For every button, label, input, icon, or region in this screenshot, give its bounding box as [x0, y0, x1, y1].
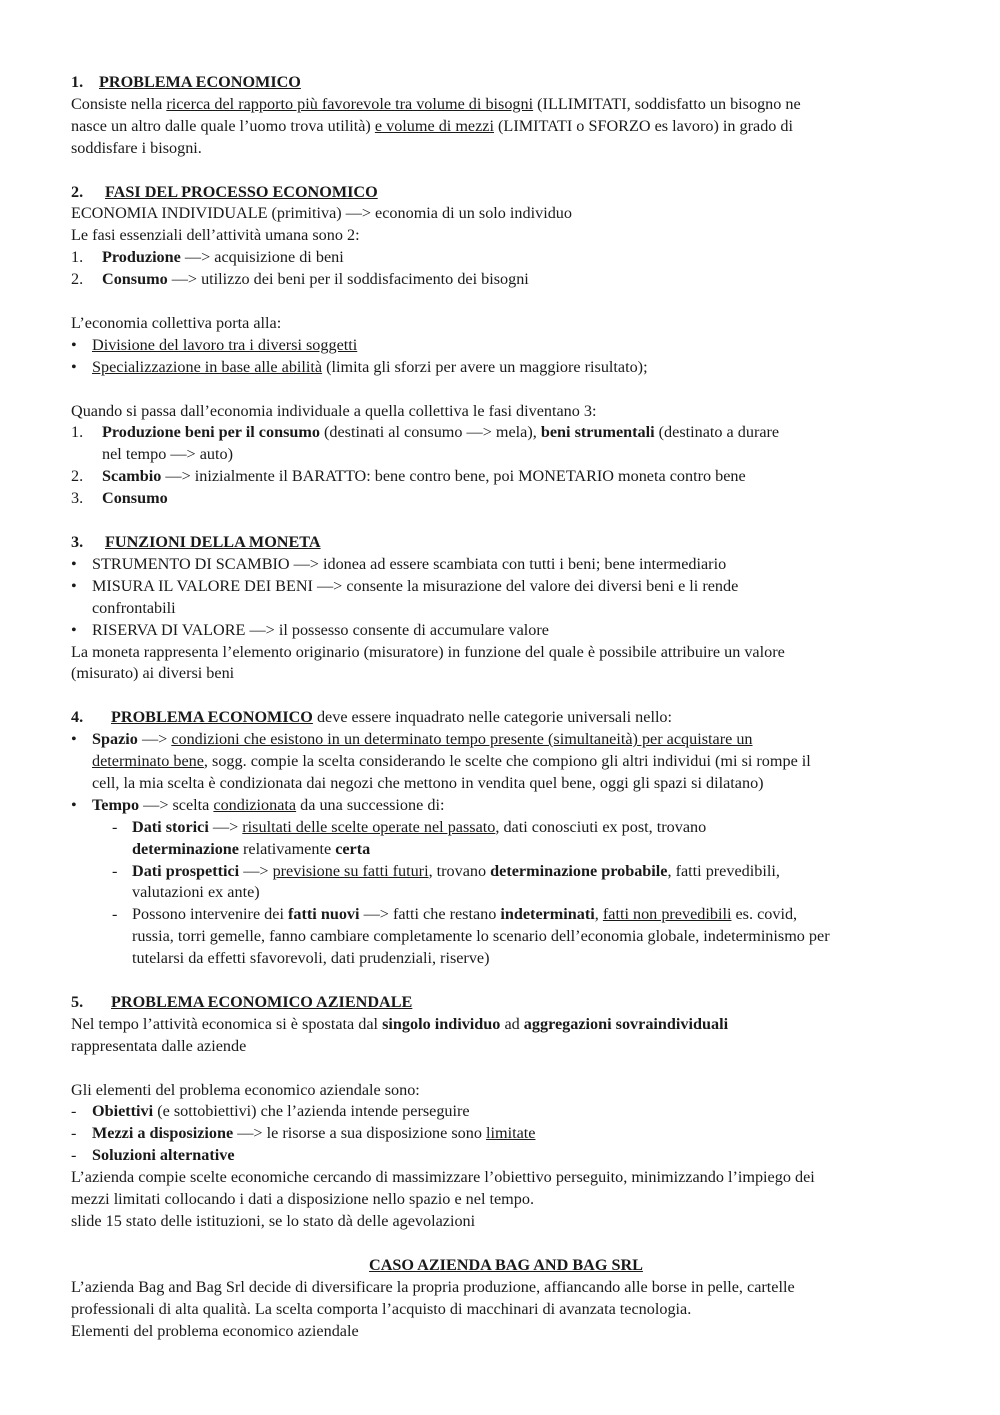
section-title: PROBLEMA ECONOMICO	[99, 73, 301, 91]
section-title: FUNZIONI DELLA MONETA	[105, 532, 321, 551]
paragraph-line: L’azienda Bag and Bag Srl decide di diversificare la propria produzione, affiancando alle borse in pelle, cartelle	[71, 1277, 795, 1296]
bullet-item: • Divisione del lavoro tra i diversi soggetti	[71, 335, 941, 357]
section-number: 1.	[71, 73, 84, 91]
paragraph-line: slide 15 stato delle istituzioni, se lo stato dà delle agevolazioni	[71, 1212, 476, 1231]
section-4-heading: 4. PROBLEMA ECONOMICO deve essere inquadrato nelle categorie universali nello:	[71, 707, 941, 729]
section-number: 4.	[71, 708, 84, 727]
bullet-icon: •	[71, 576, 77, 595]
section-title: PROBLEMA ECONOMICO AZIENDALE	[111, 992, 413, 1011]
bullet-item-continuation: confrontabili	[92, 598, 176, 617]
list-item: 2. Consumo —> utilizzo dei beni per il soddisfacimento dei bisogni	[71, 270, 529, 289]
paragraph-line: Gli elementi del problema economico aziendale sono:	[71, 1080, 420, 1099]
paragraph-line: L’azienda compie scelte economiche cercando di massimizzare l’obiettivo perseguito, minimizzando l’impiego dei	[71, 1168, 815, 1187]
bullet-icon: •	[71, 795, 77, 814]
section-3-heading	[71, 532, 941, 554]
section-number: 2.	[71, 182, 84, 201]
case-title: CASO AZIENDA BAG AND BAG SRL	[369, 1255, 643, 1274]
section-number: 3.	[71, 532, 84, 551]
paragraph-line: professionali di alta qualità. La scelta comporta l’acquisto di macchinari di avanzata tecnologia.	[71, 1299, 692, 1318]
dash-item-continuation: determinazione relativamente certa	[132, 839, 371, 858]
paragraph-line: Nel tempo l’attività economica si è spostata dal singolo individuo ad aggregazioni sovraindividuali	[71, 1014, 729, 1033]
section-1-heading	[71, 72, 941, 94]
list-item: 1. Produzione —> acquisizione di beni	[71, 248, 344, 267]
list-item: 1. Produzione beni per il consumo (destinati al consumo —> mela), beni strumentali (destinato a durare	[71, 423, 780, 442]
dash-item: - Mezzi a disposizione —> le risorse a sua disposizione sono limitate	[71, 1123, 941, 1145]
bullet-item: • Tempo —> scelta condizionata da una successione di:	[71, 795, 941, 817]
paragraph-line: nasce un altro dalle quale l’uomo trova utilità) e volume di mezzi (LIMITATI o SFORZO es lavoro) in grado di	[71, 116, 794, 135]
dash-icon: -	[112, 817, 118, 836]
section-title: FASI DEL PROCESSO ECONOMICO	[105, 182, 378, 201]
dash-item: - Dati prospettici —> previsione su fatti futuri, trovano determinazione probabile, fatti prevedibili,	[71, 861, 941, 883]
paragraph-line: ECONOMIA INDIVIDUALE (primitiva) —> economia di un solo individuo	[71, 204, 572, 223]
paragraph-line: Le fasi essenziali dell’attività umana sono 2:	[71, 226, 360, 245]
bullet-item-continuation: cell, la mia scelta è condizionata dai negozi che mettono in vendita quel bene, oggi gli spazi si dilatano)	[92, 773, 764, 792]
bullet-item: • RISERVA DI VALORE —> il possesso consente di accumulare valore	[71, 620, 941, 642]
bullet-item: • Spazio —> condizioni che esistono in un determinato tempo presente (simultaneità) per acquistare un	[71, 729, 941, 751]
paragraph-line: (misurato) ai diversi beni	[71, 664, 235, 683]
dash-item-continuation: russia, torri gemelle, fanno cambiare completamente lo scenario dell’economia globale, indeterminismo per	[132, 927, 830, 946]
paragraph-line: L’economia collettiva porta alla:	[71, 313, 282, 332]
dash-item: - Dati storici —> risultati delle scelte operate nel passato, dati conosciuti ex post, trovano	[71, 817, 941, 839]
bullet-icon: •	[71, 357, 77, 376]
bullet-icon: •	[71, 620, 77, 639]
paragraph-line: mezzi limitati collocando i dati a disposizione nello spazio e nel tempo.	[71, 1190, 535, 1209]
list-item: 2. Scambio —> inizialmente il BARATTO: bene contro bene, poi MONETARIO moneta contro bene	[71, 467, 746, 486]
bullet-item: • Specializzazione in base alle abilità (limita gli sforzi per avere un maggiore risultato);	[71, 357, 941, 379]
dash-icon: -	[112, 905, 118, 924]
dash-icon: -	[71, 1102, 77, 1121]
dash-item: - Possono intervenire dei fatti nuovi —> fatti che restano indeterminati, fatti non prevedibili es. covid,	[71, 904, 941, 926]
dash-item: - Obiettivi (e sottobiettivi) che l’azienda intende perseguire	[71, 1101, 941, 1123]
dash-item-continuation: valutazioni ex ante)	[132, 883, 260, 902]
dash-item-continuation: tutelarsi da effetti sfavorevoli, dati prudenziali, riserve)	[132, 949, 490, 968]
paragraph-line: Elementi del problema economico aziendale	[71, 1321, 359, 1340]
bullet-icon: •	[71, 730, 77, 749]
section-2-heading	[71, 182, 941, 204]
paragraph-line: La moneta rappresenta l’elemento originario (misuratore) in funzione del quale è possibile attribuire un valore	[71, 642, 785, 661]
document-page	[71, 72, 941, 1342]
case-heading	[71, 1255, 941, 1277]
paragraph-line: Consiste nella ricerca del rapporto più favorevole tra volume di bisogni (ILLIMITATI, soddisfatto un bisogno ne	[71, 94, 801, 113]
dash-item: - Soluzioni alternative	[71, 1145, 941, 1167]
bullet-icon: •	[71, 554, 77, 573]
section-title: PROBLEMA ECONOMICO	[111, 708, 313, 727]
list-item-continuation: nel tempo —> auto)	[102, 445, 233, 464]
section-number: 5.	[71, 992, 84, 1011]
paragraph-line: soddisfare i bisogni.	[71, 138, 202, 157]
dash-icon: -	[71, 1146, 77, 1165]
bullet-item: • MISURA IL VALORE DEI BENI —> consente la misurazione del valore dei diversi beni e li rende	[71, 576, 941, 598]
paragraph-line: rappresentata dalle aziende	[71, 1036, 247, 1055]
section-5-heading	[71, 992, 941, 1014]
bullet-item-continuation: determinato bene, sogg. compie la scelta considerando le scelte che compiono gli altri individui (mi si rompe il	[92, 752, 811, 771]
dash-icon: -	[71, 1124, 77, 1143]
bullet-item: • STRUMENTO DI SCAMBIO —> idonea ad essere scambiata con tutti i beni; bene intermediario	[71, 554, 941, 576]
list-item: 3. Consumo	[71, 489, 168, 508]
bullet-icon: •	[71, 335, 77, 354]
paragraph-line: Quando si passa dall’economia individuale a quella collettiva le fasi diventano 3:	[71, 401, 597, 420]
dash-icon: -	[112, 861, 118, 880]
